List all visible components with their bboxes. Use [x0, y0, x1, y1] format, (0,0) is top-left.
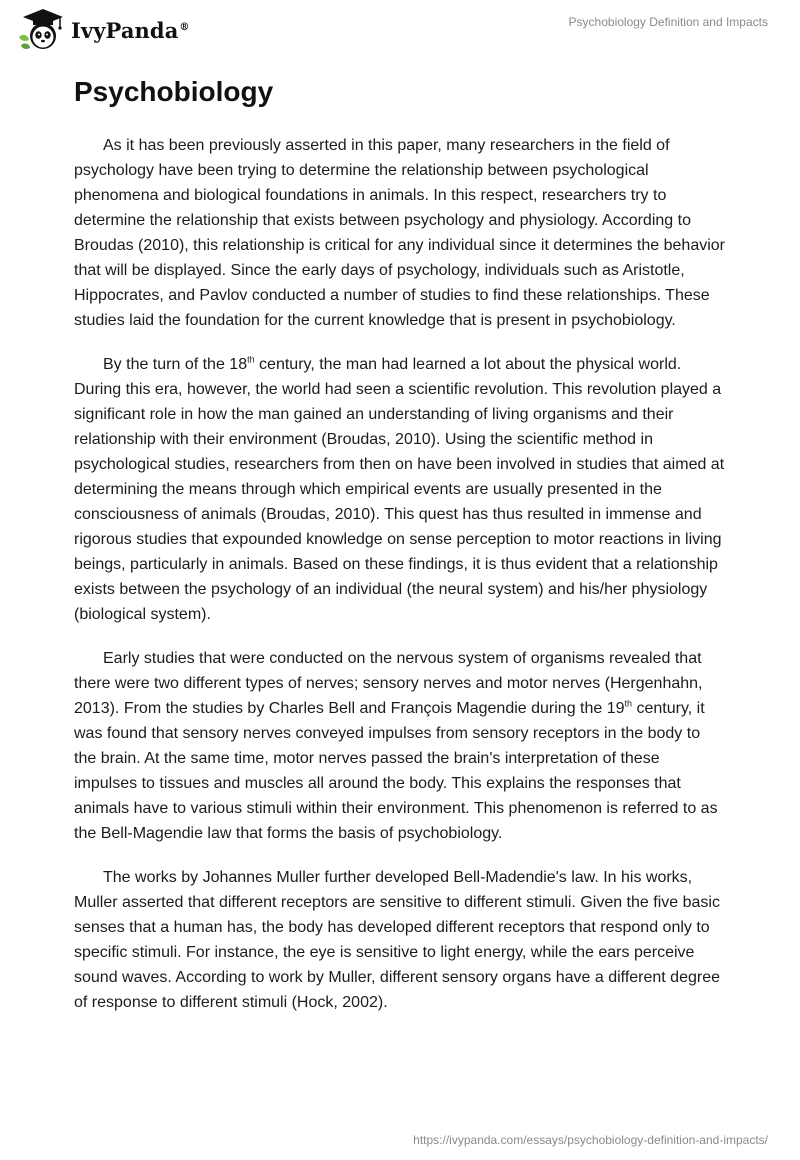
- paragraph-3: [74, 646, 726, 846]
- paragraph-2: [74, 352, 726, 627]
- registered-mark: ®: [179, 21, 190, 33]
- paragraph-2-text-b: century, the man had learned a lot about the physical world. During this era, however, the world had seen a scientific revolution. This revolution played a significant role in how the man gained an understanding of living organisms and their relationship with their environment (Broudas, 2010). Using the scientific method in psychological studies, researchers from then on have been involved in studies that aimed at determining the means through which empirical events are usually presented in the consciousness of animals (Broudas, 2010). This quest has thus resulted in immense and rigorous studies that expounded knowledge on sense perception to motor reactions in living beings, particularly in animals. Based on these findings, it is thus evident that a relationship exists between the psychology of an individual (the neural system) and his/her physiology (biological system).: [74, 356, 725, 623]
- paragraph-3-text-a: Early studies that were conducted on the nervous system of organisms revealed that there were two different types of nerves; sensory nerves and motor nerves (Hergenhahn, 2013). From the studies by Charles Bell and François Magendie during the 19: [74, 650, 703, 717]
- ordinal-superscript: th: [247, 354, 255, 365]
- page-header: [0, 0, 800, 60]
- document-title: Psychobiology Definition and Impacts: [568, 15, 768, 29]
- brand-name: IvyPanda®: [71, 17, 190, 43]
- paragraph-1: As it has been previously asserted in this paper, many researchers in the field of psychology have been trying to determine the relationship between psychological phenomena and biological foundations in animals. In this respect, researchers try to determine the relationship that exists between psychology and physiology. According to Broudas (2010), this relationship is critical for any individual since it determines the behavior that will be displayed. Since the early days of psychology, individuals such as Aristotle, Hippocrates, and Pavlov conducted a number of studies to find these relationships. These studies laid the foundation for the current knowledge that is present in psychobiology.: [74, 137, 725, 329]
- paragraph-4: The works by Johannes Muller further developed Bell-Madendie's law. In his works, Muller asserted that different receptors are sensitive to different stimuli. Given the five basic senses that a human has, the body has developed different receptors that respond only to specific stimuli. For instance, the eye is sensitive to light energy, while the ears perceive sound waves. According to work by Muller, different sensory organs have a different degree of response to different stimuli (Hock, 2002).: [74, 869, 720, 1011]
- source-url-link[interactable]: https://ivypanda.com/essays/psychobiology-definition-and-impacts/: [413, 1133, 768, 1147]
- ordinal-superscript: th: [624, 698, 633, 709]
- article-body: [74, 72, 726, 1015]
- section-heading: Psychobiology: [74, 76, 274, 107]
- panda-graduate-logo-icon: [15, 7, 67, 53]
- paragraph-3-text-b: century, it was found that sensory nerves conveyed impulses from sensory receptors in the body to the brain. At the same time, motor nerves passed the brain's interpretation of these impulses to tissues and muscles all around the body. This explains the responses that animals have to various stimuli within their environment. This phenomenon is referred to as the Bell-Magendie law that forms the basis of psychobiology.: [74, 700, 718, 842]
- paragraph-2-text-a: By the turn of the 18: [103, 356, 248, 373]
- ivypanda-logo[interactable]: [15, 8, 190, 52]
